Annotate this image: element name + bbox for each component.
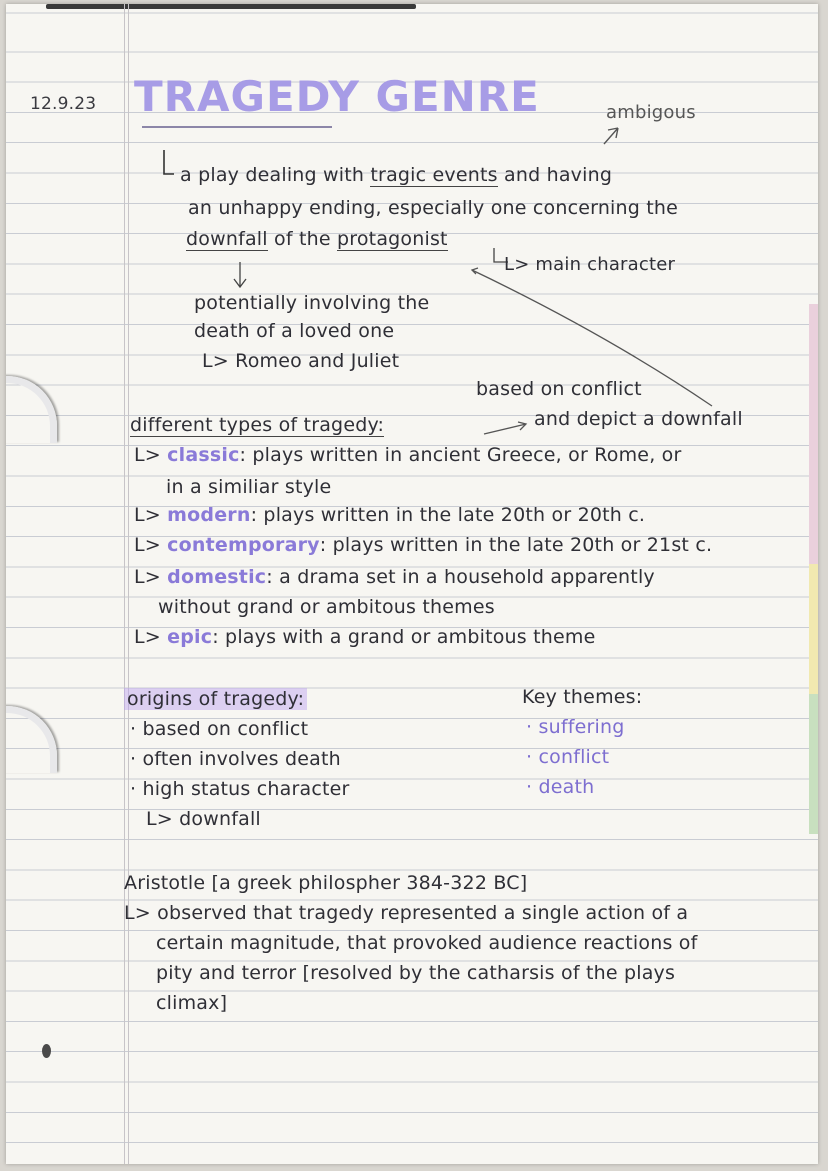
type-item (134, 504, 645, 526)
date: 12.9.23 (30, 94, 97, 114)
type-arrow: L> (134, 504, 161, 526)
type-item (134, 444, 682, 466)
page-title: TRAGEDY GENRE (134, 72, 540, 121)
type-name: contemporary (167, 534, 320, 556)
type-item-cont: without grand or ambitous themes (158, 596, 495, 618)
definition-line-3 (186, 228, 448, 250)
definition-text-tail: and having (497, 164, 613, 186)
protagonist-note: L> main character (504, 254, 676, 275)
aristotle-line-3: certain magnitude, that provoked audience reactions of (156, 932, 698, 954)
type-item (134, 626, 596, 648)
type-name: classic (167, 444, 240, 466)
ambiguous-note: ambigous (606, 102, 696, 123)
key-theme-item: · death (526, 776, 595, 798)
key-theme-item: · conflict (526, 746, 610, 768)
type-arrow: L> (134, 444, 161, 466)
type-arrow: L> (134, 566, 161, 588)
types-heading-text: different types of tragedy: (130, 414, 385, 436)
conflict-note-2: and depict a downfall (534, 408, 743, 430)
aristotle-line-5: climax] (156, 992, 228, 1014)
potential-line-2: death of a loved one (194, 320, 395, 342)
origins-heading-text: origins of tragedy: (124, 688, 307, 710)
origins-item: · high status character (130, 778, 350, 800)
key-themes-heading: Key themes: (522, 686, 643, 708)
definition-line-1 (180, 164, 612, 186)
potential-line-1: potentially involving the (194, 292, 430, 314)
type-item-cont: in a similiar style (166, 476, 332, 498)
aristotle-line-2: L> observed that tragedy represented a single action of a (124, 902, 689, 924)
downfall-key: downfall (186, 228, 268, 250)
type-name: domestic (167, 566, 267, 588)
conflict-note-1: based on conflict (476, 378, 642, 400)
potential-line-3: L> Romeo and Juliet (202, 350, 400, 372)
type-name: epic (167, 626, 213, 648)
type-arrow: L> (134, 626, 161, 648)
origins-heading (124, 688, 307, 710)
notebook-page (6, 4, 818, 1164)
type-desc: : plays written in ancient Greece, or Rome, or (239, 444, 682, 466)
type-desc: : a drama set in a household apparently (266, 566, 655, 588)
type-desc: : plays written in the late 20th or 20th c. (250, 504, 646, 526)
definition-line-2: an unhappy ending, especially one concerning the (188, 197, 679, 219)
type-desc: : plays written in the late 20th or 21st c. (319, 534, 713, 556)
type-desc: : plays with a grand or ambitous theme (212, 626, 596, 648)
type-item (134, 534, 712, 556)
types-heading (130, 414, 384, 436)
origins-item: · often involves death (130, 748, 341, 770)
definition-mid: of the (267, 228, 337, 250)
type-arrow: L> (134, 534, 161, 556)
definition-text: a play dealing with (180, 164, 371, 186)
protagonist-key: protagonist (336, 228, 448, 250)
origins-item: L> downfall (146, 808, 261, 830)
type-item (134, 566, 655, 588)
key-theme-item: · suffering (526, 716, 625, 738)
aristotle-line-4: pity and terror [resolved by the catharsis of the plays (156, 962, 676, 984)
tragic-events-key: tragic events (370, 164, 498, 186)
aristotle-line-1: Aristotle [a greek philospher 384-322 BC] (124, 872, 528, 894)
origins-item: · based on conflict (130, 718, 309, 740)
type-name: modern (167, 504, 251, 526)
